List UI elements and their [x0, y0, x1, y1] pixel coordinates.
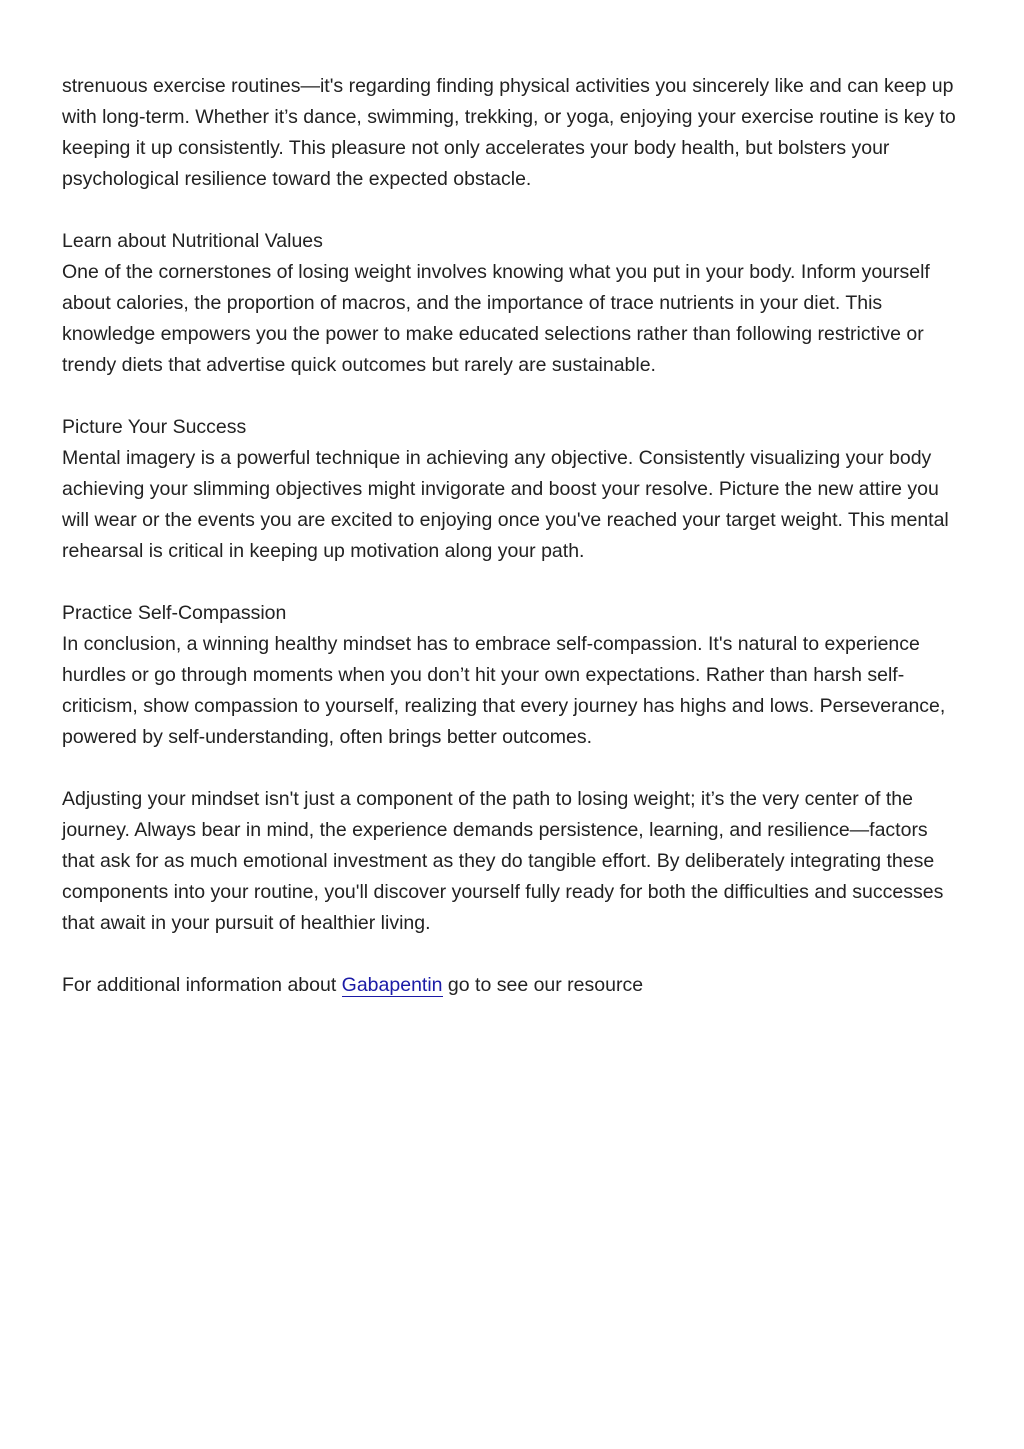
section-body: Mental imagery is a powerful technique in achieving any objective. Consistently visualizing your body achieving your slimming objectives might invigorate and boost your resolve. Picture the new attire you will wear or the events you are excited to enjoying once you've reached your target weight. This mental rehearsal is critical in keeping up motivation along your path.: [62, 447, 949, 562]
section-body: In conclusion, a winning healthy mindset has to embrace self-compassion. It's natural to experience hurdles or go through moments when you don’t hit your own expectations. Rather than harsh self-criticism, show compassion to yourself, realizing that every journey has highs and lows. Perseverance, powered by self-understanding, often brings better outcomes.: [62, 633, 946, 748]
footer-suffix: go to see our resource: [442, 974, 644, 996]
section-picture-success: [62, 412, 962, 567]
gabapentin-link[interactable]: Gabapentin: [341, 974, 443, 996]
section-heading: Practice Self-Compassion: [62, 602, 287, 624]
intro-paragraph: strenuous exercise routines—it's regarding finding physical activities you sincerely like and can keep up with long-term. Whether it’s dance, swimming, trekking, or yoga, enjoying your exercise routine is key to keeping it up consistently. This pleasure not only accelerates your body health, but bolsters your psychological resilience toward the expected obstacle.: [62, 75, 956, 190]
section-body: One of the cornerstones of losing weight involves knowing what you put in your body. Inform yourself about calories, the proportion of macros, and the importance of trace nutrients in your diet. This knowledge empowers you the power to make educated selections rather than following restrictive or trendy diets that advertise quick outcomes but rarely are sustainable.: [62, 261, 930, 376]
closing-paragraph: Adjusting your mindset isn't just a component of the path to losing weight; it’s the very center of the journey. Always bear in mind, the experience demands persistence, learning, and resilience—factors that ask for as much emotional investment as they do tangible effort. By deliberately integrating these components into your routine, you'll discover yourself fully ready for both the difficulties and successes that await in your pursuit of healthier living.: [62, 788, 944, 934]
section-heading: Learn about Nutritional Values: [62, 230, 323, 252]
footer-prefix: For additional information about: [62, 974, 342, 996]
section-self-compassion: [62, 598, 962, 753]
footer-line: [62, 970, 962, 1001]
section-heading: Picture Your Success: [62, 416, 247, 438]
document-body: [62, 71, 962, 1032]
section-nutritional-values: [62, 226, 962, 381]
